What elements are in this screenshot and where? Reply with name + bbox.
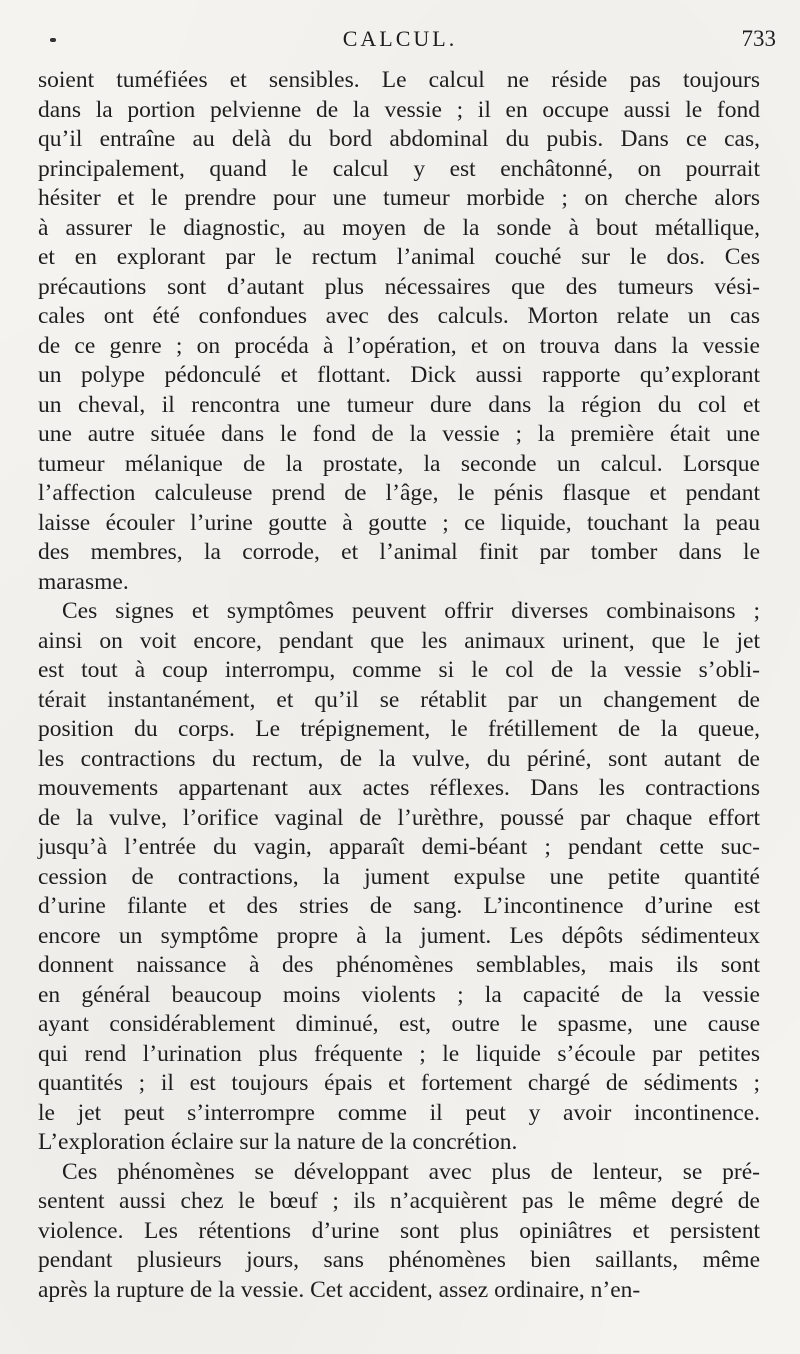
text-line: principalement, quand le calcul y est enchâtonné, on pourrait (38, 155, 760, 182)
text-line: jusqu’à l’entrée du vagin, apparaît demi-béant ; pendant cette suc- (38, 834, 760, 860)
text-line: Ces signes et symptômes peuvent offrir diverses combinaisons ; (62, 598, 760, 624)
text-line: précautions sont d’autant plus nécessaires que des tumeurs vési- (38, 273, 760, 300)
text-line: Ces phénomènes se développant avec plus de lenteur, se pré- (62, 1158, 760, 1185)
text-line: térait instantanément, et qu’il se rétablit par un changement de (38, 686, 760, 713)
text-line: de ce genre ; on procéda à l’opération, et on trouva dans la vessie (38, 332, 760, 359)
paragraph (38, 597, 760, 1158)
text-line: en général beaucoup moins violents ; la capacité de la vessie (38, 981, 760, 1008)
text-line: de la vulve, l’orifice vaginal de l’urèthre, poussé par chaque effort (38, 804, 760, 831)
text-line: d’urine filante et des stries de sang. L’incontinence d’urine est (38, 893, 760, 919)
text-line: est tout à coup interrompu, comme si le col de la vessie s’obli- (38, 657, 760, 683)
text-line: mouvements appartenant aux actes réflexes. Dans les contractions (38, 775, 760, 801)
text-line: qui rend l’urination plus fréquente ; le liquide s’écoule par petites (38, 1040, 760, 1067)
running-head: CALCUL. (342, 26, 458, 51)
text-line: un polype pédonculé et flottant. Dick aussi rapporte qu’explorant (38, 362, 760, 388)
text-line: l’affection calculeuse prend de l’âge, le pénis flasque et pendant (38, 480, 760, 506)
text-line: violence. Les rétentions d’urine sont plus opiniâtres et persistent (38, 1217, 760, 1244)
text-line: un cheval, il rencontra une tumeur dure dans la région du col et (38, 391, 760, 418)
text-line: hésiter et le prendre pour une tumeur morbide ; on cherche alors (38, 185, 760, 211)
text-line: laisse écouler l’urine goutte à goutte ; ce liquide, touchant la peau (38, 509, 760, 536)
text-line: encore un symptôme propre à la jument. Les dépôts sédimenteux (38, 922, 760, 949)
text-line: ayant considérablement diminué, est, outre le spasme, une cause (38, 1011, 760, 1037)
body-text (38, 66, 760, 1305)
text-line: L’exploration éclaire sur la nature de la concrétion. (38, 1129, 518, 1155)
page-number: 733 (741, 26, 776, 51)
text-line: pendant plusieurs jours, sans phénomènes bien saillants, même (38, 1247, 760, 1273)
paragraph (38, 66, 760, 597)
text-line: marasme. (38, 568, 129, 595)
text-line: à assurer le diagnostic, au moyen de la sonde à bout métallique, (38, 214, 760, 241)
text-line: position du corps. Le trépignement, le frétillement de la queue, (38, 716, 760, 742)
text-line: et en explorant par le rectum l’animal couché sur le dos. Ces (38, 244, 760, 270)
text-line: tumeur mélanique de la prostate, la seconde un calcul. Lorsque (38, 450, 760, 477)
text-line: le jet peut s’interrompre comme il peut y avoir incontinence. (38, 1099, 760, 1126)
text-line: cession de contractions, la jument expulse une petite quantité (38, 863, 760, 890)
text-line: quantités ; il est toujours épais et fortement chargé de sédiments ; (38, 1070, 760, 1096)
text-line: des membres, la corrode, et l’animal finit par tomber dans le (38, 539, 760, 565)
text-line: donnent naissance à des phénomènes semblables, mais ils sont (38, 952, 760, 978)
text-line: soient tuméfiées et sensibles. Le calcul ne réside pas toujours (38, 67, 760, 93)
paragraph (38, 1158, 760, 1306)
text-line: les contractions du rectum, de la vulve, du périné, sont autant de (38, 745, 760, 772)
page-header (0, 26, 800, 62)
text-line: après la rupture de la vessie. Cet accident, assez ordinaire, n’en- (38, 1276, 641, 1303)
text-line: qu’il entraîne au delà du bord abdominal du pubis. Dans ce cas, (38, 126, 760, 152)
text-line: dans la portion pelvienne de la vessie ; il en occupe aussi le fond (38, 96, 760, 123)
text-line: une autre située dans le fond de la vessie ; la première était une (38, 421, 760, 447)
text-line: ainsi on voit encore, pendant que les animaux urinent, que le jet (38, 627, 760, 654)
text-line: cales ont été confondues avec des calculs. Morton relate un cas (38, 303, 760, 329)
text-line: sentent aussi chez le bœuf ; ils n’acquièrent pas le même degré de (38, 1188, 760, 1214)
